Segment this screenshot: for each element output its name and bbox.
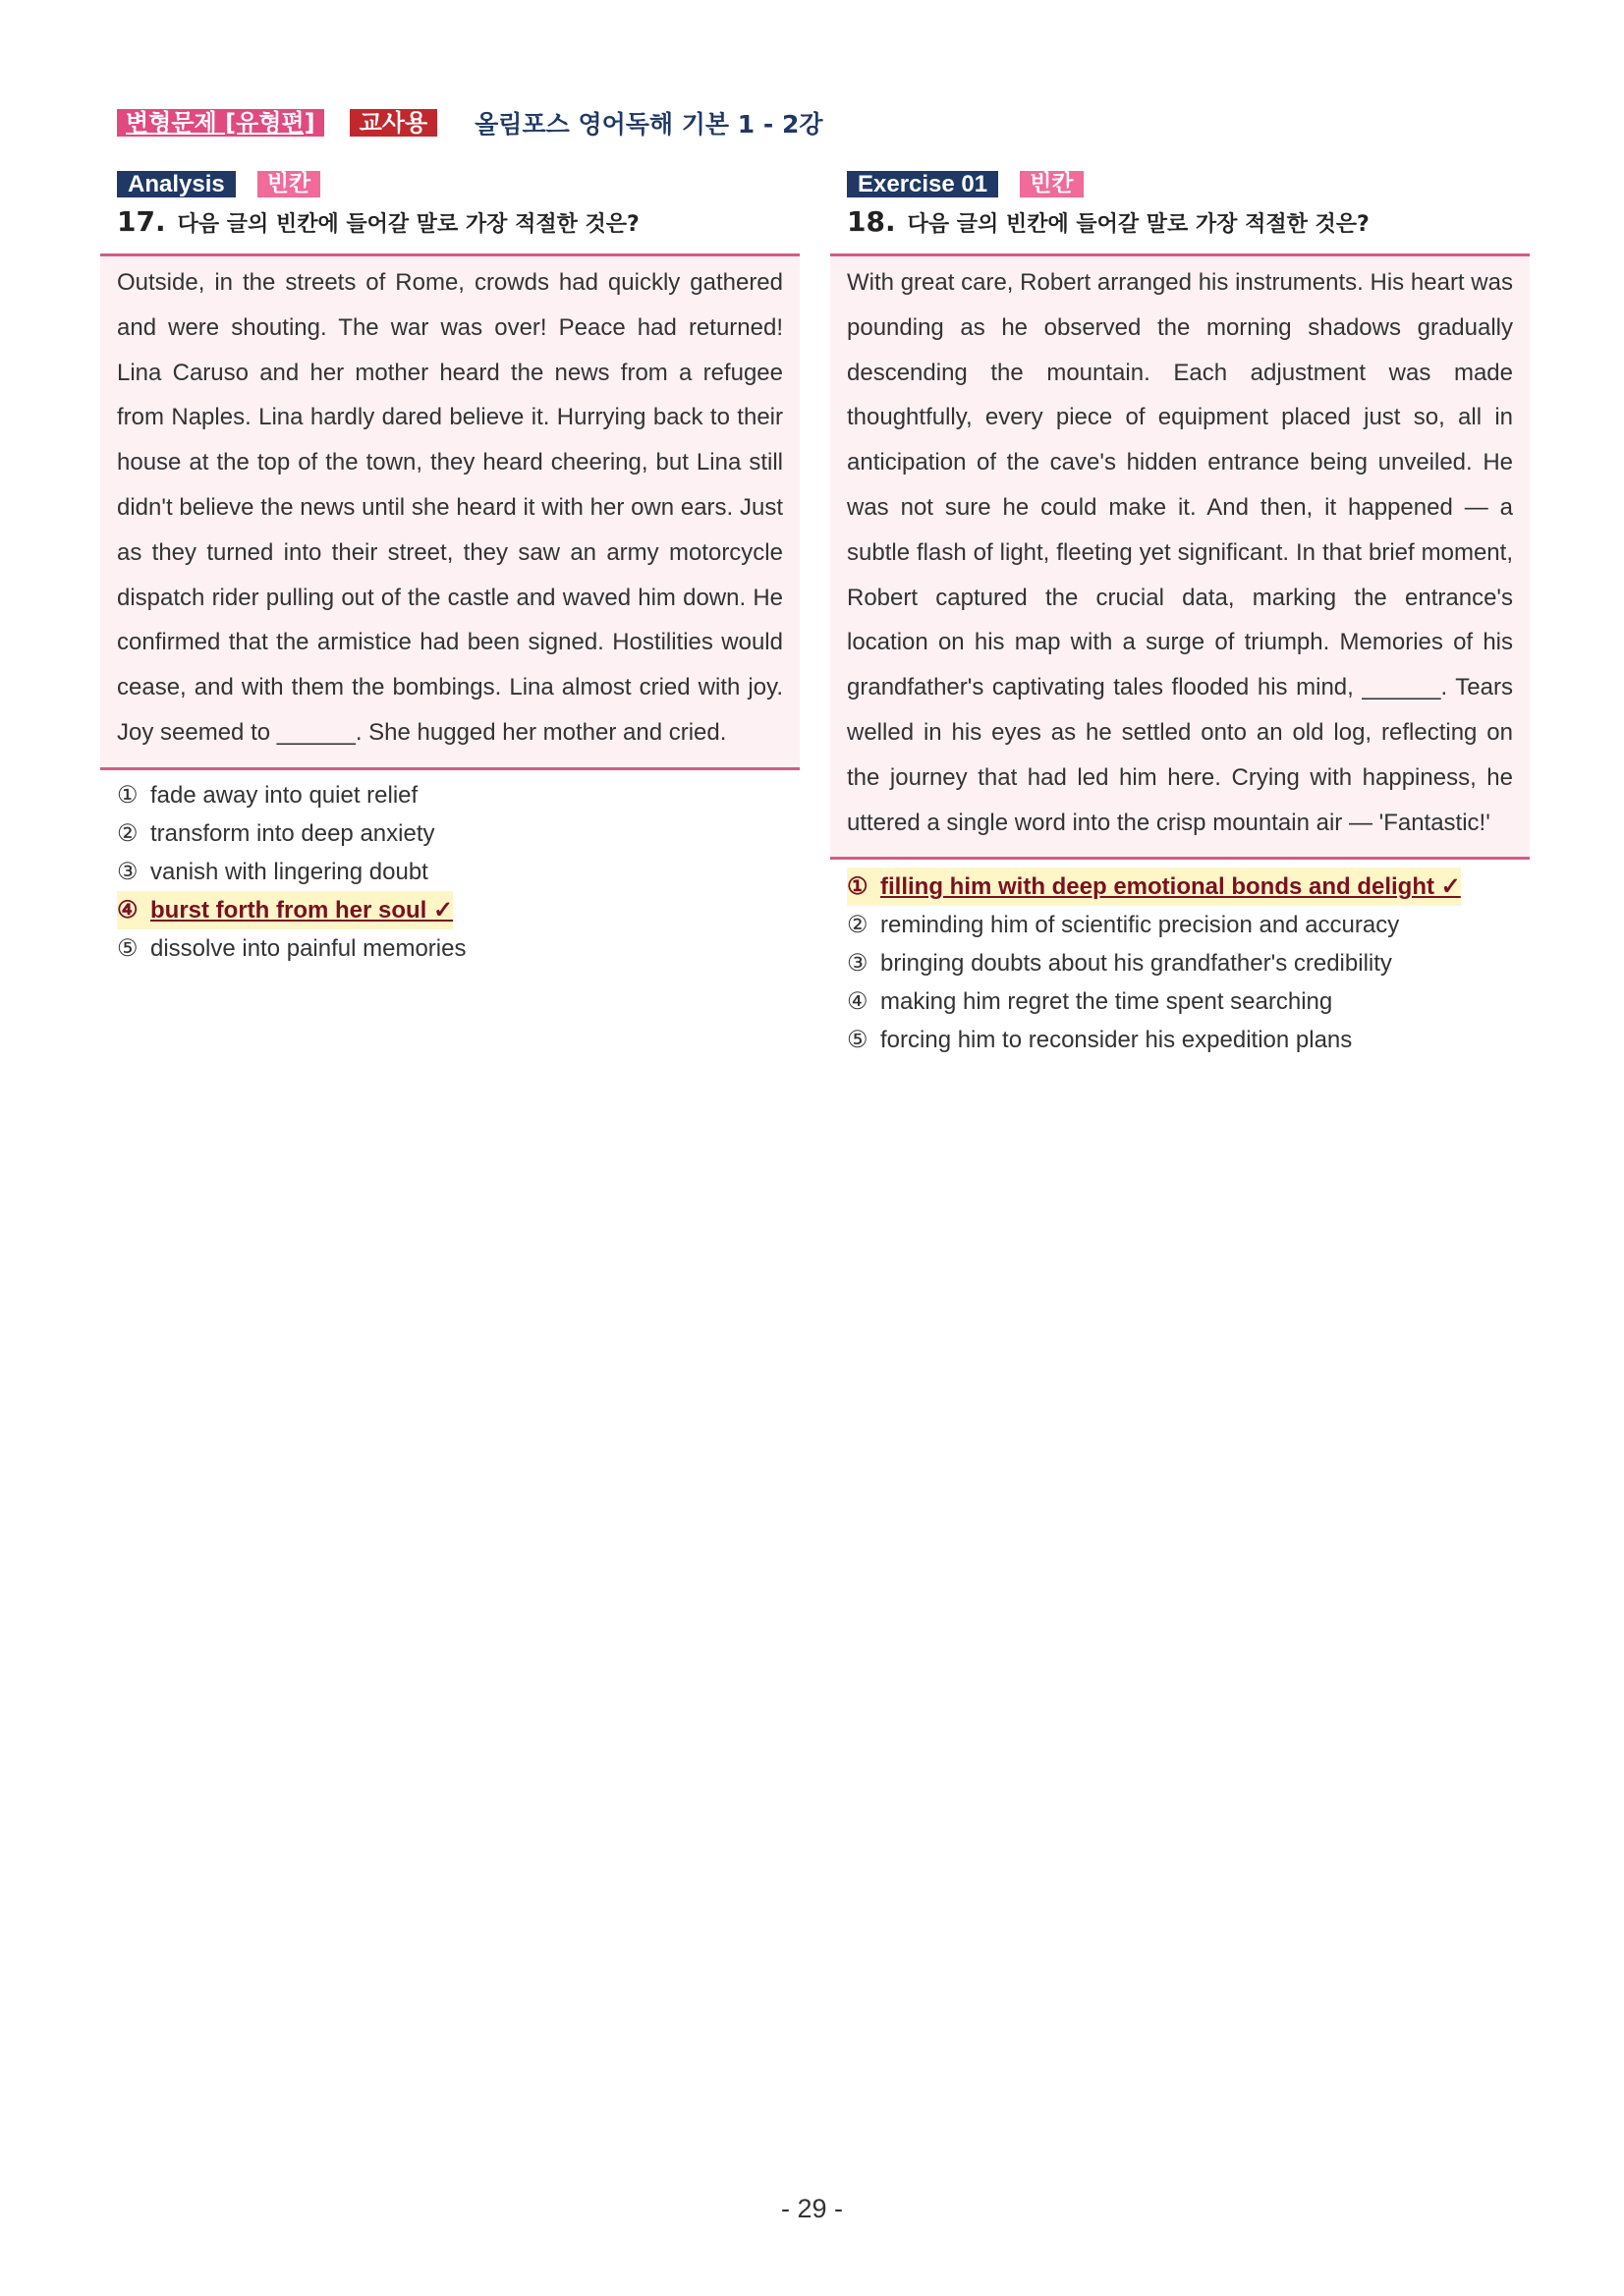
option-number: ① [847, 873, 868, 901]
correct-answer-highlight [847, 868, 1461, 906]
option-3[interactable] [117, 853, 800, 891]
option-text: dissolve into painful memories [150, 934, 467, 962]
option-2[interactable] [847, 906, 1530, 944]
question-text: 다음 글의 빈칸에 들어갈 말로 가장 적절한 것은? [177, 212, 640, 237]
option-text: burst forth from her soul ✓ [150, 896, 454, 924]
option-5[interactable] [847, 1021, 1530, 1059]
section-label-row [847, 170, 1530, 197]
option-text: making him regret the time spent searching [880, 988, 1333, 1016]
analysis-label: Analysis [117, 171, 236, 197]
option-1[interactable] [117, 776, 800, 814]
option-number: ⑤ [117, 934, 139, 962]
option-2[interactable] [117, 814, 800, 853]
blank-type-tag: 빈칸 [257, 171, 320, 197]
option-number: ③ [847, 950, 868, 978]
page-header [117, 105, 823, 140]
section-label-row [117, 170, 800, 197]
passage-box: With great care, Robert arranged his instruments. His heart was pounding as he observed the morning shadows gradually descending the mountain. Each adjustment was made thoughtfully, every piece of equipment placed just so, all in anticipation of the cave's hidden entrance being unveiled. He was not sure he could make it. And then, it happened — a subtle flash of light, fleeting yet significant. In that brief moment, Robert captured the crucial data, marking the entrance's location on his map with a surge of triumph. Memories of his grandfather's captivating tales flooded his mind, ______. Tears welled in his eyes as he settled onto an old log, reflecting on the journey that had led him here. Crying with happiness, he uttered a single word into the crisp mountain air — 'Fantastic!' [830, 253, 1530, 860]
option-4[interactable] [847, 982, 1530, 1021]
variant-badge: 변형문제 [유형편] [117, 109, 324, 137]
option-number: ⑤ [847, 1027, 868, 1054]
question-number: 17. [117, 205, 166, 238]
teacher-badge: 교사용 [350, 109, 438, 137]
question-17-column [100, 170, 800, 968]
option-4-correct[interactable] [117, 891, 800, 929]
option-3[interactable] [847, 944, 1530, 982]
question-title [117, 205, 800, 239]
option-text: transform into deep anxiety [150, 819, 435, 847]
option-1-correct[interactable] [847, 868, 1530, 906]
option-text: forcing him to reconsider his expedition plans [880, 1027, 1353, 1054]
option-text: bringing doubts about his grandfather's credibility [880, 950, 1392, 978]
passage-box: Outside, in the streets of Rome, crowds had quickly gathered and were shouting. The war was over! Peace had returned! Lina Caruso and her mother heard the news from a refugee from Naples. Lina hardly dared believe it. Hurrying back to their house at the top of the town, they heard cheering, but Lina still didn't believe the news until she heard it with her own ears. Just as they turned into their street, they saw an army motorcycle dispatch rider pulling out of the castle and waved him down. He confirmed that the armistice had been signed. Hostilities would cease, and with them the bombings. Lina almost cried with joy. Joy seemed to ______. She hugged her mother and cried. [100, 253, 800, 770]
answer-options [100, 776, 800, 968]
option-number: ① [117, 781, 139, 809]
question-18-column [830, 170, 1530, 1059]
question-title [847, 205, 1530, 239]
correct-answer-highlight [117, 891, 453, 929]
option-number: ② [117, 819, 139, 847]
blank-type-tag: 빈칸 [1020, 171, 1083, 197]
option-text: filling him with deep emotional bonds and delight ✓ [880, 873, 1461, 901]
question-number: 18. [847, 205, 896, 238]
answer-options [830, 868, 1530, 1059]
question-text: 다음 글의 빈칸에 들어갈 말로 가장 적절한 것은? [907, 212, 1370, 237]
option-text: reminding him of scientific precision and accuracy [880, 912, 1400, 939]
option-number: ③ [117, 858, 139, 885]
page-number: - 29 - [780, 2194, 844, 2223]
option-5[interactable] [117, 929, 800, 968]
book-title: 올림포스 영어독해 기본 1 - 2강 [475, 110, 823, 139]
option-text: fade away into quiet relief [150, 781, 419, 809]
option-number: ④ [847, 988, 868, 1016]
option-text: vanish with lingering doubt [150, 858, 428, 885]
option-number: ② [847, 912, 868, 939]
option-number: ④ [117, 896, 139, 924]
exercise-label: Exercise 01 [847, 171, 998, 197]
